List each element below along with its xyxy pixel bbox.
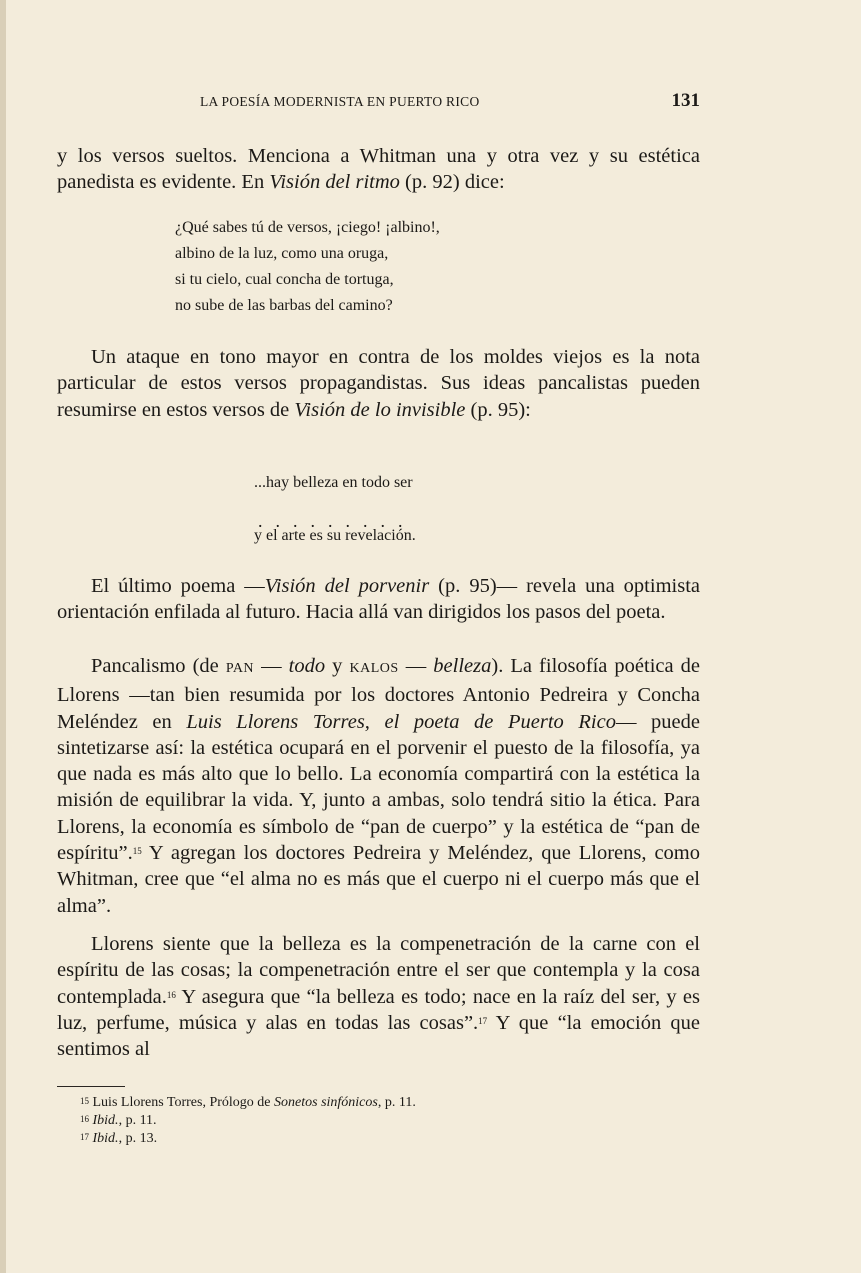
paragraph-4 bbox=[57, 653, 700, 919]
footnote-number: 15 bbox=[80, 1096, 89, 1106]
text: Y agregan los doctores Pedreira y Meléndez, que Llorens, como Whitman, cree que “el alma no es más que el cuerpo ni el cuerpo más que el alma”. bbox=[57, 842, 700, 917]
text: (p. 92) dice: bbox=[399, 171, 505, 194]
text: Llorens siente que la belleza es la compenetración de la carne con el espíritu de las cosas; la compenetración entre el ser que contempla y la cosa contemplada. bbox=[57, 933, 700, 1008]
verse-line: albino de la luz, como una oruga, bbox=[175, 245, 389, 262]
work-title: Luis Llorens Torres, el poeta de Puerto Rico bbox=[186, 710, 616, 733]
text: Pancalismo (de bbox=[91, 655, 226, 677]
small-caps: KALOS bbox=[349, 661, 399, 676]
paragraph-3 bbox=[57, 573, 700, 626]
footnote-rule bbox=[57, 1086, 125, 1087]
paragraph-5 bbox=[57, 931, 700, 1062]
page-edge bbox=[0, 0, 6, 1273]
verse-quote-1 bbox=[175, 215, 440, 319]
paragraph-1 bbox=[57, 143, 700, 196]
italic-word: belleza bbox=[433, 655, 492, 677]
verse-line: y el arte es su revelación. bbox=[254, 527, 416, 544]
verse-line: ¿Qué sabes tú de versos, ¡ciego! ¡albino!, bbox=[175, 219, 440, 236]
running-title: LA POESÍA MODERNISTA EN PUERTO RICO bbox=[200, 94, 480, 109]
text: — bbox=[254, 655, 289, 677]
footnote: $^{17}$ Ibid., p. 13. bbox=[80, 1131, 158, 1146]
text: Un ataque en tono mayor en contra de los moldes viejos es la nota particular de estos versos propagandistas. Sus ideas pancalistas pueden resumirse en estos versos de bbox=[57, 346, 700, 421]
verse-line: si tu cielo, cual concha de tortuga, bbox=[175, 271, 394, 288]
verse-quote-2-line-1 bbox=[254, 470, 413, 496]
page-number: 131 bbox=[671, 90, 700, 111]
footnote-number: 16 bbox=[80, 1114, 89, 1124]
ellipsis-dots: ......... bbox=[258, 511, 416, 531]
footnote-ref: 17 bbox=[478, 1015, 488, 1026]
verse-quote-2-line-2 bbox=[254, 523, 416, 549]
work-title: Visión del ritmo bbox=[269, 171, 400, 194]
verse-line: no sube de las barbas del camino? bbox=[175, 297, 393, 314]
footnote: $^{15}$ Luis Llorens Torres, Prólogo de Sonetos sinfónicos, p. 11. bbox=[80, 1095, 416, 1110]
text: y los versos sueltos. Menciona a Whitman una y otra vez y su estética panedista es evidente. En bbox=[57, 145, 700, 194]
work-title: Visión del porvenir bbox=[264, 575, 430, 597]
text: ). La filosofía poética de Llorens —tan bien resumida por los doctores Antonio Pedreira y Concha Meléndez en bbox=[57, 655, 701, 733]
work-title: Sonetos sinfónicos bbox=[274, 1095, 378, 1110]
text: Y asegura que “la belleza es todo; nace en la raíz del ser, y es luz, perfume, música y alas en todas las cosas”. bbox=[57, 985, 700, 1034]
small-caps: PAN bbox=[225, 661, 255, 676]
text: El último poema — bbox=[91, 575, 265, 597]
text: Y que “la emoción que sentimos al bbox=[57, 1011, 700, 1061]
page-header bbox=[200, 92, 700, 116]
footnote-ref: 15 bbox=[132, 846, 142, 857]
footnote-ref: 16 bbox=[166, 989, 176, 1000]
footnotes bbox=[80, 1094, 416, 1148]
text: y bbox=[325, 655, 350, 677]
text: — bbox=[398, 655, 434, 677]
text: — puede sintetizarse así: la estética ocupará en el porvenir el puesto de la filosofía, ya que nada es más alto que lo bello. La economía compartirá con la estética la misión de equilibrar la vida. Y, junto a ambas, solo tendrá sitio la ética. Para Llorens, la economía es símbolo de “pan de cuerpo” y la estética de “pan de espíritu”. bbox=[57, 710, 700, 865]
paragraph-2 bbox=[57, 344, 700, 423]
verse-line: ...hay belleza en todo ser bbox=[254, 474, 413, 491]
footnote: $^{16}$ Ibid., p. 11. bbox=[80, 1113, 157, 1128]
work-title: Visión de lo invisible bbox=[294, 398, 466, 421]
text: (p. 95)— revela una optimista orientación enfilada al futuro. Hacia allá van dirigidos los pasos del poeta. bbox=[57, 575, 700, 624]
footnote-number: 17 bbox=[80, 1132, 89, 1142]
text: (p. 95): bbox=[465, 398, 531, 421]
italic-word: todo bbox=[288, 655, 326, 677]
